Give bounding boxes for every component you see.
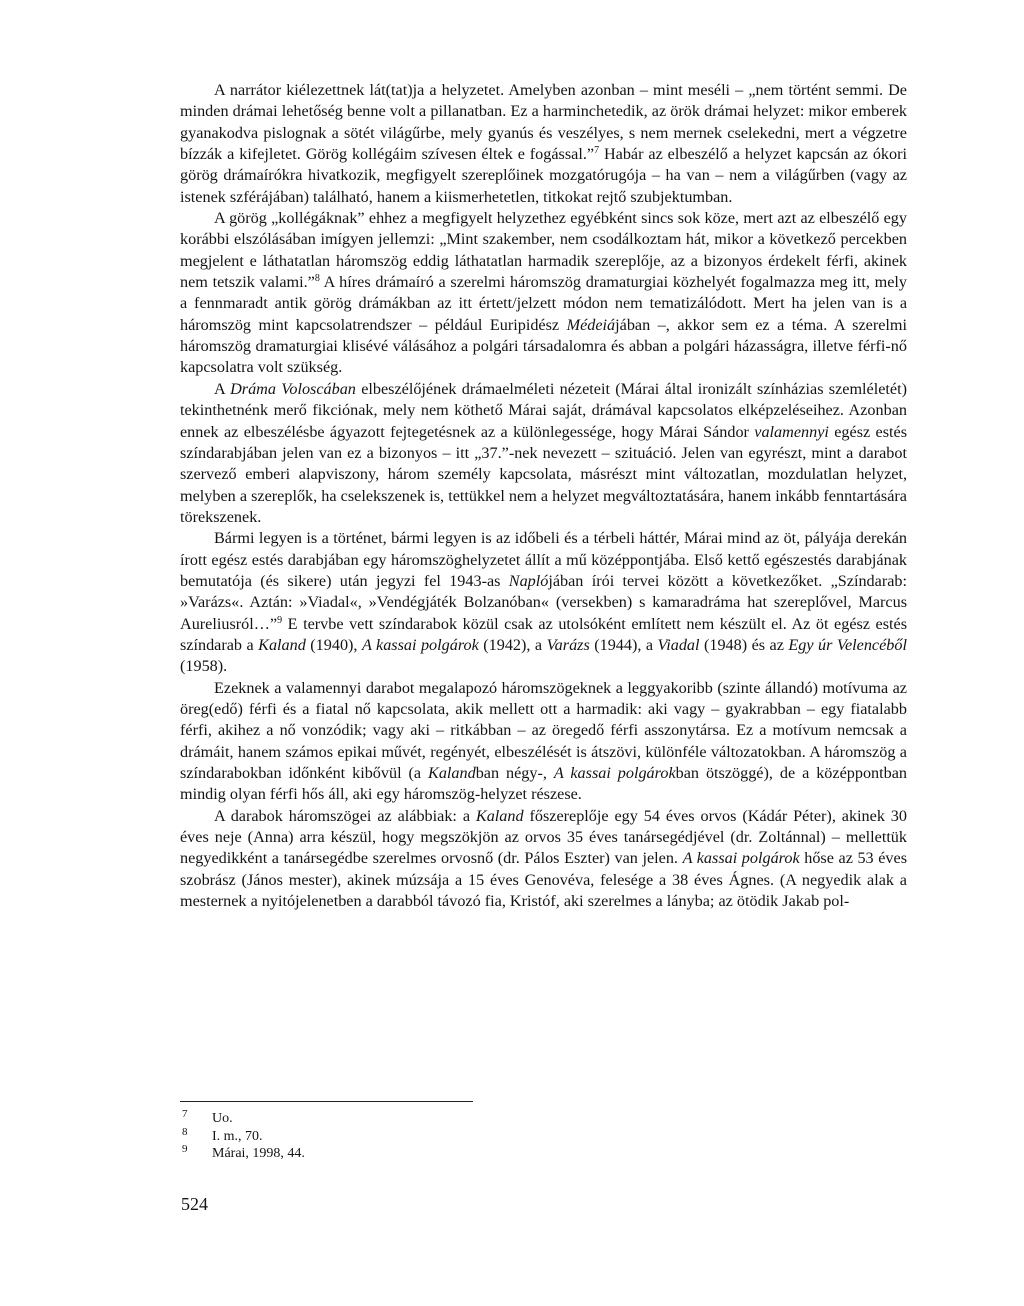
italic-title: A kassai polgárok — [361, 635, 479, 654]
text-run: egész estés színdarabjában jelen van ez a bizonyos – itt „37.”-nek nevezett – szituáció. Jelen van egyrészt, mint a darabot szervező emberi alapviszony, három személy kapcsolata, másrészt mint változatlan, mozdulatlan helyzet, melyben a szereplők, ha cselekszenek is, tettükkel nem a helyzet megváltoztatására, hanem inkább fenntartására törekszenek. — [180, 422, 907, 526]
footnote-ref: 7 — [594, 145, 600, 157]
text-run: Habár az elbeszélő a helyzet kapcsán az ókori görög drámaírókra hivatkozik, megfigyelt szereplőinek mozgatórugója – ha van – nem a világűrben (vagy az istenek szférájában) található, hanem a kiismerhetetlen, titkokat rejtő szubjektumban. — [180, 145, 907, 206]
footnote-text: Márai, 1998, 44. — [212, 1146, 305, 1161]
italic-title: Kaland — [428, 764, 476, 782]
italic-title: A kassai polgárok — [682, 849, 800, 868]
text-run: (1948) és az — [699, 635, 789, 654]
paragraph — [180, 678, 907, 806]
footnote-ref: 9 — [277, 614, 283, 626]
text-run: jában –, akkor sem ez a téma. A szerelmi háromszög dramaturgiai klisévé válásához a polgári társadalomra és abban a polgári házasságra, illetve férfi-nő kapcsolatra volt szükség. — [180, 315, 908, 377]
italic-title: Kaland — [475, 806, 524, 825]
text-run: ban négy-, — [475, 764, 554, 782]
body-text — [180, 80, 907, 912]
text-run: A görög „kollégáknak” ehhez a megfigyelt helyzethez egyébként sincs sok köze, mert azt az elbeszélő egy korábbi elszólásában imígyen jellemzi: „Mint szakember, nem csodálkoztam hát, mikor a következő percekben megjelent e láthatatlan háromszög eddig láthatatlan harmadik szereplője, az a bizonyos érdekelt férfi, akinek nem tetszik valami.” — [180, 209, 907, 292]
paragraph — [180, 80, 907, 208]
text-run: főszereplője egy 54 éves orvos (Kádár Péter), akinek 30 éves neje (Anna) arra készül, hogy megszökjön az orvos 35 éves tanársegédjével (dr. Zoltánnal) – mellettük negyedikként a tanársegédbe szerelmes orvosnő (dr. Pálos Eszter) van jelen. — [180, 806, 907, 868]
text-run: jában írói tervei között a következőket. „Színdarab: »Varázs«. Aztán: »Viadal«, »Vendégjáték Bolzanóban« (versekben) s kamaradráma hat szereplővel, Marcus Aureliusról…” — [180, 571, 907, 633]
footnote-number: 8 — [182, 1125, 188, 1138]
text-run: hőse az 53 éves szobrász (János mester), akinek múzsája a 15 éves Genovéva, felesége a 38 éves Ágnes. (A negyedik alak a mesternek a nyitójelenetben a darabból távozó fia, Kristóf, aki szerelmes a lányba; az ötödik Jakab pol- — [180, 849, 907, 911]
italic-title: valamennyi — [754, 422, 829, 441]
italic-title: Viadal — [657, 635, 700, 654]
page-body — [180, 80, 907, 912]
footnote-ref: 8 — [314, 273, 320, 285]
text-run: Ezeknek a valamennyi darabot megalapozó háromszögeknek a leggyakoribb (szinte állandó) motívuma az öreg(edő) férfi és a fiatal nő kapcsolata, akik mellett ott a harmadik: aki vagy – gyakrabban – egy fiatalabb férfi, akihez a nő vonzódik; vagy aki – ritkábban – az öregedő férfi asszonytársa. Ez a motívum nemcsak a drámáit, hanem számos epikai művét, regényét, elbeszélését is átszövi, különféle változatokban. A háromszög a színdarabokban időnként kibővül (a — [180, 678, 907, 782]
footnote-9 — [180, 1145, 580, 1163]
text-run: (1958). — [180, 657, 228, 676]
italic-title: A kassai polgárok — [553, 764, 676, 782]
text-run: A darabok háromszögei az alábbiak: a — [214, 806, 476, 825]
footnote-number: 9 — [182, 1143, 188, 1155]
paragraph — [180, 806, 907, 913]
text-run: ban ötszöggé), de a középpontban mindig olyan férfi hős áll, aki egy háromszög-helyzet részese. — [180, 764, 907, 804]
italic-title: Napló — [508, 571, 549, 590]
footnotes — [180, 1110, 580, 1163]
text-run: (1940), — [305, 635, 362, 654]
footnote-7 — [180, 1110, 580, 1128]
text-run: (1942), a — [478, 635, 547, 654]
footnote-divider — [180, 1101, 473, 1102]
page-number: 524 — [181, 1194, 208, 1214]
footnote-text: Uo. — [212, 1111, 233, 1126]
italic-title: Varázs — [546, 635, 590, 654]
text-run: E tervbe vett színdarabok közül csak az utolsóként említett nem készült el. Az öt egész estés színdarab a — [180, 614, 907, 654]
italic-title: Egy úr Velencéből — [788, 635, 907, 654]
italic-title: Kaland — [258, 635, 306, 654]
footnote-text: I. m., 70. — [212, 1128, 263, 1144]
footnote-8 — [180, 1125, 580, 1146]
text-run: A híres drámaíró a szerelmi háromszög dramaturgiai közhelyét fogalmazza meg itt, mely a fennmaradt antik görög drámákban az itt értett/jelzett módon nem tematizálódott. Mert ha jelen van is a háromszög mint kapcsolatrendszer – például Euripidész — [180, 273, 907, 334]
italic-title: Dráma Voloscában — [230, 379, 356, 398]
text-run: elbeszélőjének drámaelméleti nézeteit (Márai által ironizált színházias szemléletét) tekinthetnénk merő fikciónak, mely nem köthető Márai saját, drámával kapcsolatos elképzeléseihez. Azonban ennek az elbeszélésbe ágyazott fejtegetésnek az a különlegessége, hogy Márai Sándor — [180, 379, 907, 441]
text-run: A — [214, 379, 231, 398]
footnote-number: 7 — [182, 1108, 188, 1120]
text-run: Bármi legyen is a történet, bármi legyen is az időbeli és a térbeli háttér, Márai mind az öt, pályája derekán írott egész estés darabjában egy háromszöghelyzetet állít a mű középpontjába. Első kettő egészestés darabjának bemutatója (és sikere) után jegyzi fel 1943-as — [180, 529, 907, 590]
paragraph — [180, 528, 907, 677]
text-run: A narrátor kiélezettnek lát(tat)ja a helyzetet. Amelyben azonban – mint meséli – „nem történt semmi. De minden drámai lehetőség benne volt a pillanatban. Ez a harminchetedik, az örök drámai helyzet: mikor emberek gyanakodva pislognak a sötét világűrbe, mely gyanús és veszélyes, s nem mernek cselekedni, mert a végzetre bízzák a kifejletet. Görög kollégáim szívesen éltek e fogással.” — [180, 81, 907, 164]
paragraph — [180, 208, 907, 379]
italic-title: Médeiá — [566, 315, 616, 334]
paragraph — [180, 379, 907, 528]
text-run: (1944), a — [589, 635, 658, 654]
